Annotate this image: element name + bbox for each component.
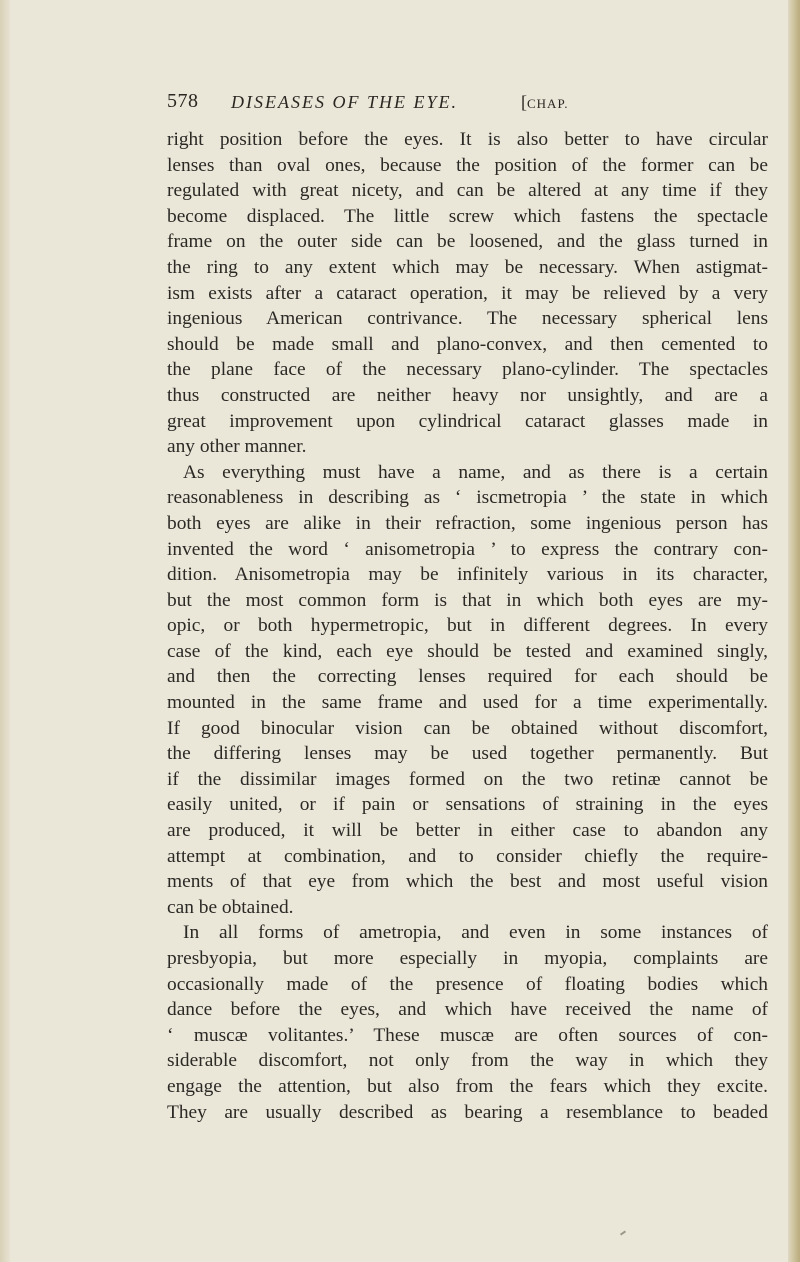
text-line: dance before the eyes, and which have received the name of: [167, 999, 768, 1021]
text-line: become displaced. The little screw which fastens the spectacle: [167, 205, 768, 227]
text-line: siderable discomfort, not only from the way in which they: [167, 1050, 768, 1072]
text-line: As everything must have a name, and as there is a certain: [183, 461, 768, 483]
page-right-edge: [788, 0, 800, 1262]
text-line: the plane face of the necessary plano-cylinder. The spectacles: [167, 359, 768, 381]
paper-speck: [620, 1230, 626, 1235]
text-line: and then the correcting lenses required for each should be: [167, 666, 768, 688]
text-line: thus constructed are neither heavy nor unsightly, and are a: [167, 384, 768, 406]
text-line: should be made small and plano-convex, and then cemented to: [167, 333, 768, 355]
text-line: ism exists after a cataract operation, it may be relieved by a very: [167, 282, 768, 304]
text-line: engage the attention, but also from the fears which they excite.: [167, 1075, 768, 1097]
text-line: right position before the eyes. It is also better to have circular: [167, 129, 768, 150]
paragraph: [167, 127, 768, 460]
text-line: any other manner.: [167, 436, 307, 458]
text-line: dition. Anisometropia may be infinitely various in its character,: [167, 564, 768, 586]
text-line: attempt at combination, and to consider chiefly the require-: [167, 845, 768, 867]
text-line: mounted in the same frame and used for a time experimentally.: [167, 692, 768, 714]
running-title: DISEASES OF THE EYE.: [231, 92, 458, 112]
text-line: invented the word ‘ anisometropia ’ to express the contrary con-: [167, 538, 768, 560]
body-text: [167, 127, 768, 1125]
text-line: are produced, it will be better in either case to abandon any: [167, 820, 768, 842]
page-number: 578: [167, 90, 199, 112]
text-line: presbyopia, but more especially in myopia, complaints are: [167, 948, 768, 969]
text-line: can be obtained.: [167, 896, 294, 918]
text-line: ingenious American contrivance. The necessary spherical lens: [167, 308, 768, 330]
text-line: opic, or both hypermetropic, but in different degrees. In every: [167, 615, 768, 637]
text-line: both eyes are alike in their refraction, some ingenious person has: [167, 512, 768, 534]
chapter-bracket: [: [521, 92, 527, 112]
text-line: the differing lenses may be used together permanently. But: [167, 743, 768, 765]
text-line: case of the kind, each eye should be tested and examined singly,: [167, 640, 768, 662]
text-line: regulated with great nicety, and can be altered at any time if they: [167, 180, 768, 202]
chapter-mark: [521, 92, 569, 113]
text-line: ‘ muscæ volitantes.’ These muscæ are often sources of con-: [167, 1024, 768, 1046]
text-line: easily united, or if pain or sensations of straining in the eyes: [167, 794, 768, 816]
text-line: occasionally made of the presence of floating bodies which: [167, 973, 768, 995]
text-line: great improvement upon cylindrical cataract glasses made in: [167, 410, 768, 432]
page-left-edge: [0, 0, 10, 1262]
running-header: [140, 86, 660, 116]
text-line: In all forms of ametropia, and even in some instances of: [183, 922, 768, 944]
text-line: if the dissimilar images formed on the two retinæ cannot be: [167, 768, 768, 790]
text-line: but the most common form is that in which both eyes are my-: [167, 589, 768, 611]
chapter-label: CHAP.: [527, 96, 569, 111]
text-line: reasonableness in describing as ‘ iscmetropia ’ the state in which: [167, 487, 768, 509]
text-line: lenses than oval ones, because the position of the former can be: [167, 154, 768, 176]
text-line: the ring to any extent which may be necessary. When astigmat-: [167, 256, 768, 278]
paragraph: [167, 460, 768, 921]
text-line: If good binocular vision can be obtained without discomfort,: [167, 717, 768, 739]
text-line: They are usually described as bearing a resemblance to beaded: [167, 1101, 768, 1123]
text-line: frame on the outer side can be loosened, and the glass turned in: [167, 231, 768, 253]
paragraph: [167, 920, 768, 1125]
text-line: ments of that eye from which the best and most useful vision: [167, 871, 768, 893]
